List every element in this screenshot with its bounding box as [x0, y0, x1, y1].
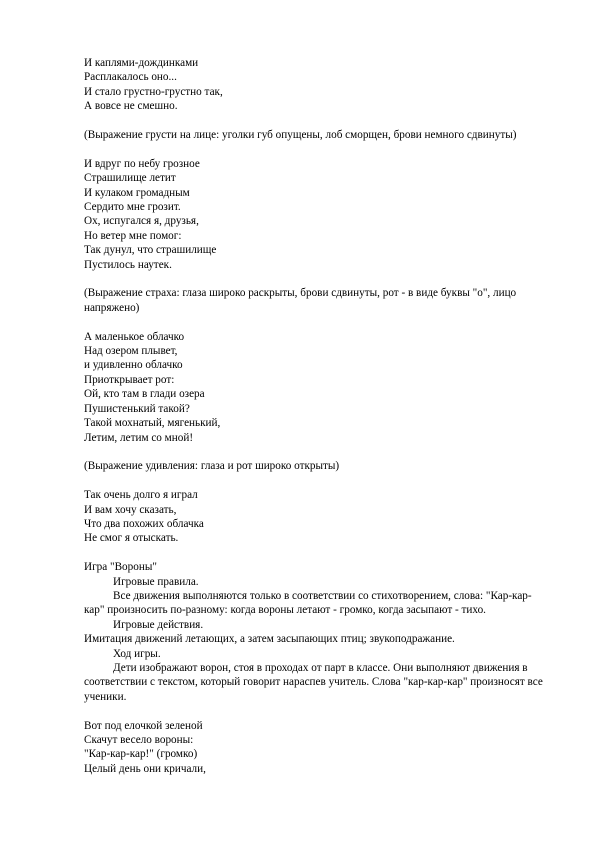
poem-line: Скачут весело вороны: [84, 733, 194, 746]
poem-stanza-end [84, 488, 548, 546]
spacer [84, 315, 548, 329]
spacer [84, 474, 548, 488]
poem-line: Так очень долго я играл [84, 489, 198, 502]
note-surprise: (Выражение удивления: глаза и рот широко открыты) [84, 460, 340, 473]
poem-stanza-monster [84, 157, 548, 272]
poem-line: Ох, испугался я, друзья, [84, 215, 199, 228]
poem-line: А вовсе не смешно. [84, 100, 178, 113]
poem-line: "Кар-кар-кар!" (громко) [84, 748, 198, 761]
poem-line: Такой мохнатый, мягенький, [84, 417, 221, 430]
poem-line: Сердито мне грозит. [84, 201, 181, 214]
poem-line: Что два похожих облачка [84, 517, 204, 530]
course-heading: Ход игры. [113, 647, 161, 660]
poem-line: Целый день они кричали, [84, 762, 206, 775]
poem-line: Над озером плывет, [84, 345, 178, 358]
spacer [84, 142, 548, 156]
rules-text: Все движения выполняются только в соответствии со стихотворением, слова: "Кар-кар-кар" произносить по-разному: когда вороны летают - громко, когда засыпают - тихо. [84, 589, 532, 617]
poem-line: А маленькое облачко [84, 330, 185, 343]
spacer [84, 114, 548, 128]
course-text: Дети изображают ворон, стоя в проходах от парт в классе. Они выполняют движения в соответствии с текстом, который говорит нараспев учитель. Слова "кар-кар-кар" произносят все ученики. [84, 661, 543, 703]
poem-stanza-cloud [84, 330, 548, 445]
poem-line: И вам хочу сказать, [84, 503, 177, 516]
document-body [84, 56, 548, 776]
note-sadness: (Выражение грусти на лице: уголки губ опущены, лоб сморщен, брови немного сдвинуты) [84, 129, 517, 142]
spacer [84, 704, 548, 718]
poem-line: Но ветер мне помог: [84, 229, 182, 242]
poem-line: Пустилось наутек. [84, 258, 172, 271]
poem-line: И вдруг по небу грозное [84, 157, 200, 170]
poem-line: и удивленно облачко [84, 359, 183, 372]
rules-heading: Игровые правила. [113, 575, 199, 588]
spacer [84, 272, 548, 286]
spacer [84, 445, 548, 459]
poem-line: Приоткрывает рот: [84, 373, 175, 386]
poem-line: И стало грустно-грустно так, [84, 85, 223, 98]
game-title: Игра "Вороны" [84, 561, 157, 574]
note-fear: (Выражение страха: глаза широко раскрыты, брови сдвинуты, рот - в виде буквы "о", лицо напряжено) [84, 287, 517, 314]
poem-line: Пушистенький такой? [84, 402, 190, 415]
poem-line: И каплями-дождинками [84, 57, 199, 69]
poem-stanza-crows [84, 719, 548, 777]
poem-line: Вот под елочкой зеленой [84, 719, 203, 732]
actions-text: Имитация движений летающих, а затем засыпающих птиц; звукоподражание. [84, 633, 455, 646]
poem-stanza-rain [84, 56, 548, 114]
poem-line: Расплакалось оно... [84, 71, 177, 84]
poem-line: И кулаком громадным [84, 186, 190, 199]
poem-line: Не смог я отыскать. [84, 532, 179, 545]
poem-line: Ой, кто там в глади озера [84, 388, 205, 401]
game-section [84, 560, 548, 704]
spacer [84, 546, 548, 560]
poem-line: Страшилище летит [84, 172, 176, 185]
poem-line: Летим, летим со мной! [84, 431, 194, 444]
actions-heading: Игровые действия. [113, 618, 204, 631]
poem-line: Так дунул, что страшилище [84, 244, 217, 257]
